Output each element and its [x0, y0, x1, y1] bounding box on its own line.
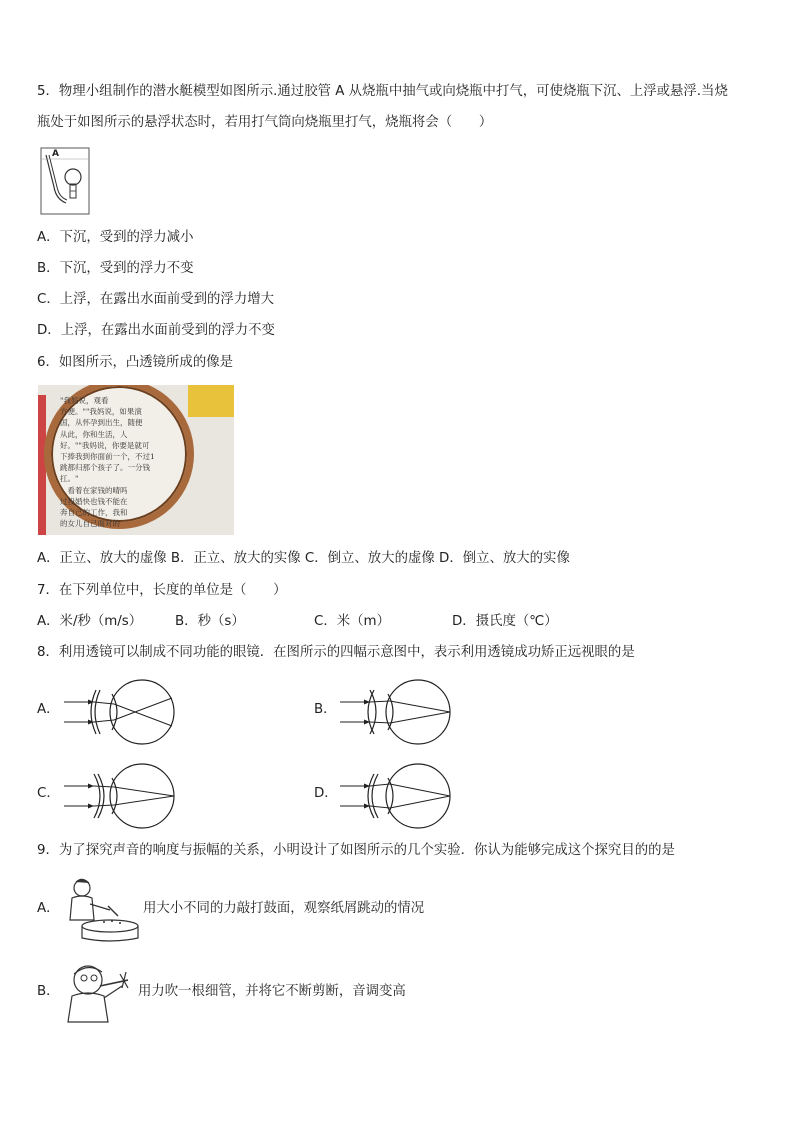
q9-option-b-text: 用力吹一根细管，并将它不断剪断，音调变高 [138, 984, 406, 999]
magnifier-photo [38, 385, 234, 535]
q9-option-a-label: A． [37, 901, 60, 916]
blowing-tube-figure [62, 960, 138, 1024]
yellow-book-corner [188, 385, 234, 417]
q8-label-a: A． [37, 702, 60, 717]
eye-diagram-b [340, 676, 460, 748]
q6-stem: 6．如图所示，凸透镜所成的像是 [37, 355, 233, 370]
q7-option-c: C．米（m） [314, 614, 390, 629]
q5-option-c: C．上浮，在露出水面前受到的浮力增大 [37, 292, 274, 307]
q8-label-c: C． [37, 786, 60, 801]
q8-label-b: B． [314, 702, 337, 717]
q5-stem-line2: 瓶处于如图所示的悬浮状态时，若用打气筒向烧瓶里打气，烧瓶将会（ ） [37, 115, 493, 130]
magnified-text: "我妈说，观看 方便。""我妈说，如果演 国，从怀孕到出生，随便 从此，你和生活，人 好。""我妈说，你要是就可 下捧我到你面前一个，不过1 跳都归那个孩子了。一分钱 扛。" 看着在家钱的晴吗 过投婚快也钱不能在 奔自己的工作，我和 的女儿自己面对的 [60, 396, 155, 529]
eye-diagram-d [340, 760, 460, 832]
q9-option-a-text: 用大小不同的力敲打鼓面，观察纸屑跳动的情况 [143, 901, 425, 916]
eye-diagram-c [64, 760, 184, 832]
q5-stem-line1: 5．物理小组制作的潜水艇模型如图所示.通过胶管 A 从烧瓶中抽气或向烧瓶中打气，可使烧瓶下沉、上浮或悬浮.当烧 [37, 84, 728, 99]
submarine-flask-figure [40, 147, 90, 215]
q7-option-a: A．米/秒（m/s） [37, 614, 143, 629]
q5-option-b: B．下沉，受到的浮力不变 [37, 261, 194, 276]
q9-option-b-label: B． [37, 984, 60, 999]
q8-stem: 8．利用透镜可以制成不同功能的眼镜．在图所示的四幅示意图中，表示利用透镜成功矫正远视眼的是 [37, 645, 635, 660]
q9-stem: 9．为了探究声音的响度与振幅的关系，小明设计了如图所示的几个实验．你认为能够完成这个探究目的的是 [37, 843, 675, 858]
q7-stem: 7．在下列单位中，长度的单位是（ ） [37, 583, 287, 598]
q6-options: A．正立、放大的虚像 B．正立、放大的实像 C．倒立、放大的虚像 D．倒立、放大的实像 [37, 551, 570, 566]
figure-label-a: A [52, 149, 59, 159]
q8-label-d: D． [314, 786, 338, 801]
drum-experiment-figure [60, 876, 140, 942]
q5-option-a: A．下沉，受到的浮力减小 [37, 230, 194, 245]
eye-diagram-a [64, 676, 184, 748]
q7-option-b: B．秒（s） [175, 614, 245, 629]
q7-option-d: D．摄氏度（℃） [452, 614, 558, 629]
q5-option-d: D．上浮，在露出水面前受到的浮力不变 [37, 323, 275, 338]
